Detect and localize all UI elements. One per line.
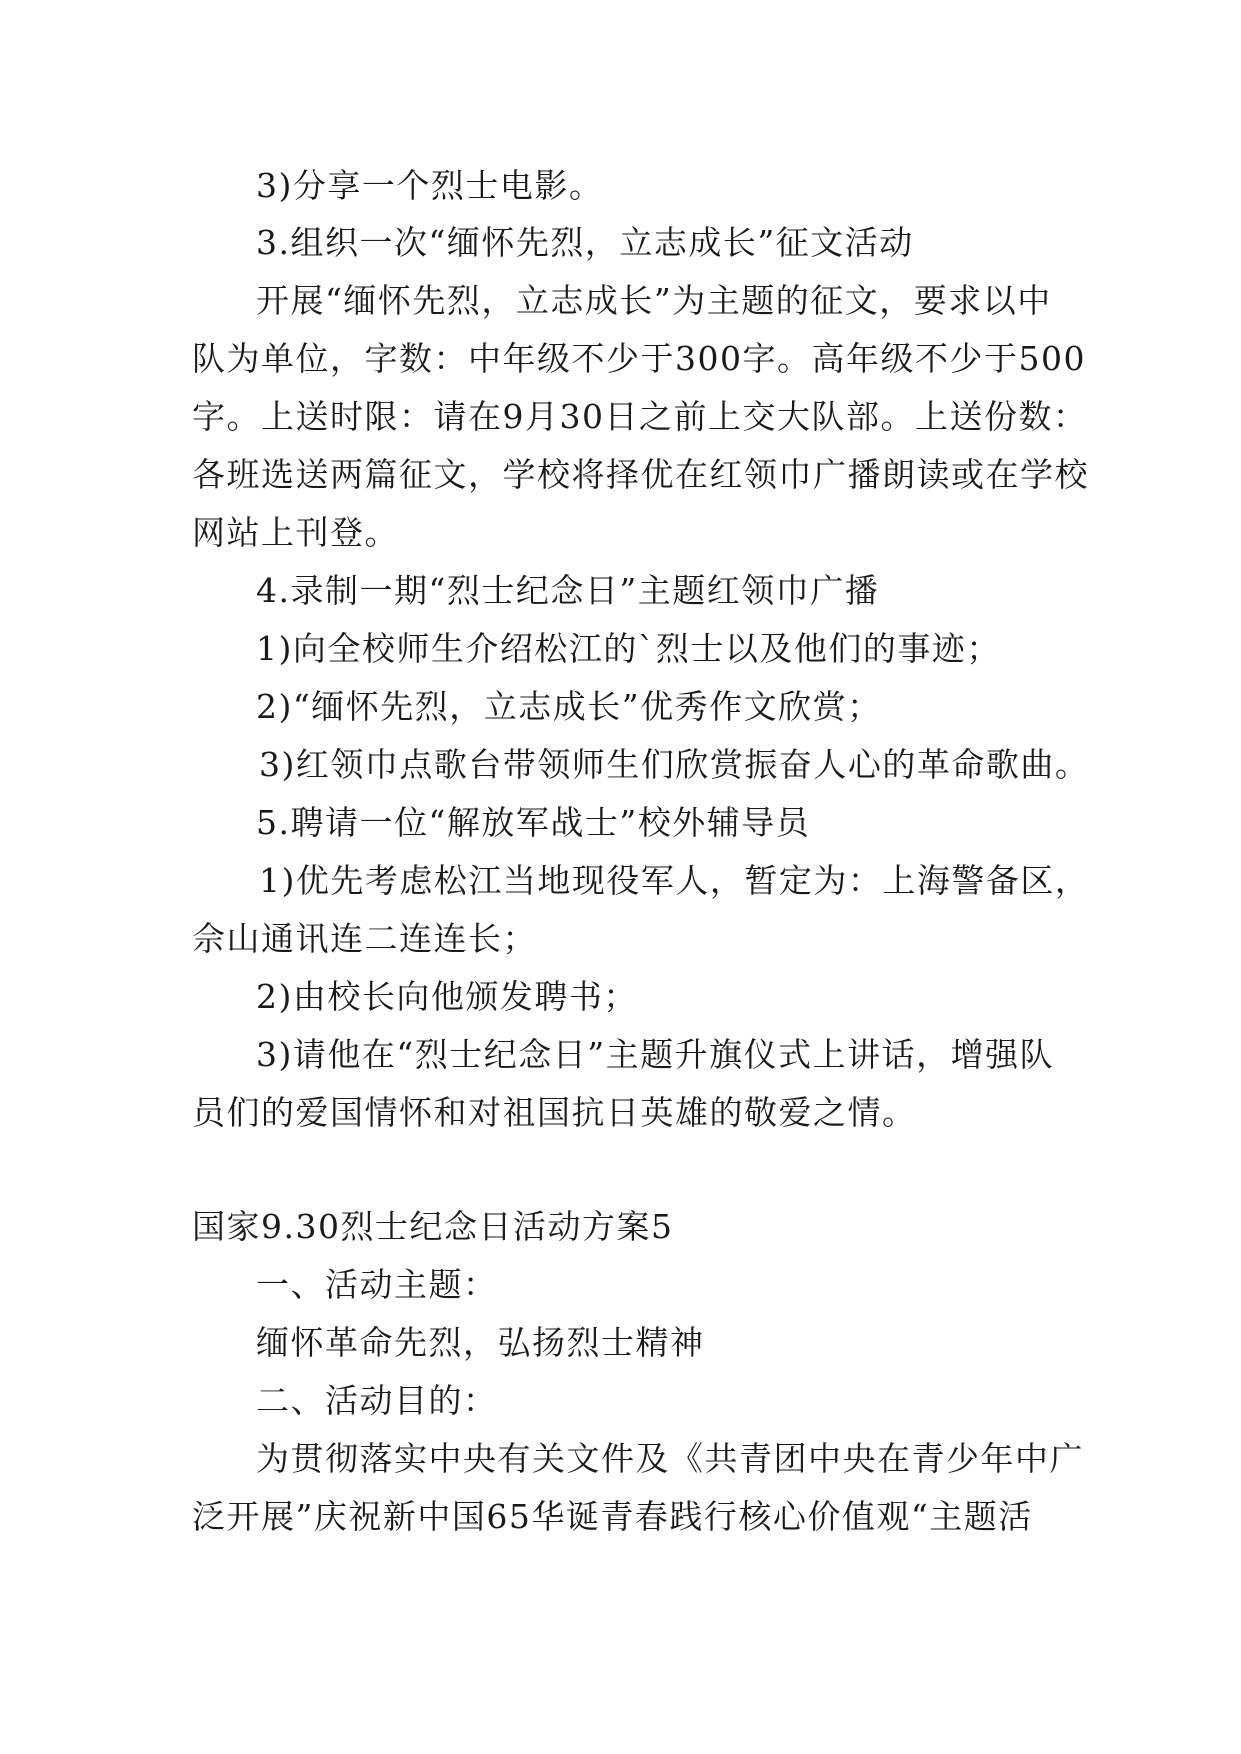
section-heading: 一、活动主题： <box>256 1265 498 1304</box>
text-line: 3)分享一个烈士电影。 <box>256 166 604 205</box>
section-heading: 二、活动目的： <box>256 1381 498 1420</box>
text-line: 泛开展”庆祝新中国65华诞青春践行核心价值观“主题活 <box>192 1497 1033 1536</box>
section-heading: 3.组织一次“缅怀先烈，立志成长”征文活动 <box>256 223 914 262</box>
text-line: 缅怀革命先烈，弘扬烈士精神 <box>256 1323 705 1362</box>
text-line: 3)请他在“烈士纪念日”主题升旗仪式上讲话，增强队 <box>256 1035 1055 1074</box>
document-title: 国家9.30烈士纪念日活动方案5 <box>192 1207 674 1246</box>
text-line: 字。上送时限：请在9月30日之前上交大队部。上送份数： <box>192 397 1088 436</box>
text-line: 开展“缅怀先烈，立志成长”为主题的征文，要求以中 <box>256 281 1052 320</box>
text-line: 员们的爱国情怀和对祖国抗日英雄的敬爱之情。 <box>192 1093 917 1132</box>
text-line: 3)红领巾点歌台带领师生们欣赏振奋人心的革命歌曲。 <box>259 745 1090 784</box>
text-line: 佘山通讯连二连连长； <box>192 919 537 958</box>
section-heading: 5.聘请一位“解放军战士”校外辅导员 <box>256 803 811 842</box>
section-heading: 4.录制一期“烈士纪念日”主题红领巾广播 <box>256 571 880 610</box>
text-line: 1)优先考虑松江当地现役军人，暂定为：上海警备区， <box>259 861 1090 900</box>
text-line: 各班选送两篇征文，学校将择优在红领巾广播朗读或在学校 <box>192 455 1089 494</box>
text-line: 网站上刊登。 <box>192 513 399 552</box>
text-line: 为贯彻落实中央有关文件及《共青团中央在青少年中广 <box>256 1439 1084 1478</box>
text-line: 2)“缅怀先烈，立志成长”优秀作文欣赏； <box>256 687 882 726</box>
text-line: 2)由校长向他颁发聘书； <box>256 977 638 1016</box>
text-line: 队为单位，字数：中年级不少于300字。高年级不少于500 <box>192 339 1086 378</box>
text-line: 1)向全校师生介绍松江的`烈士以及他们的事迹； <box>256 629 1001 668</box>
